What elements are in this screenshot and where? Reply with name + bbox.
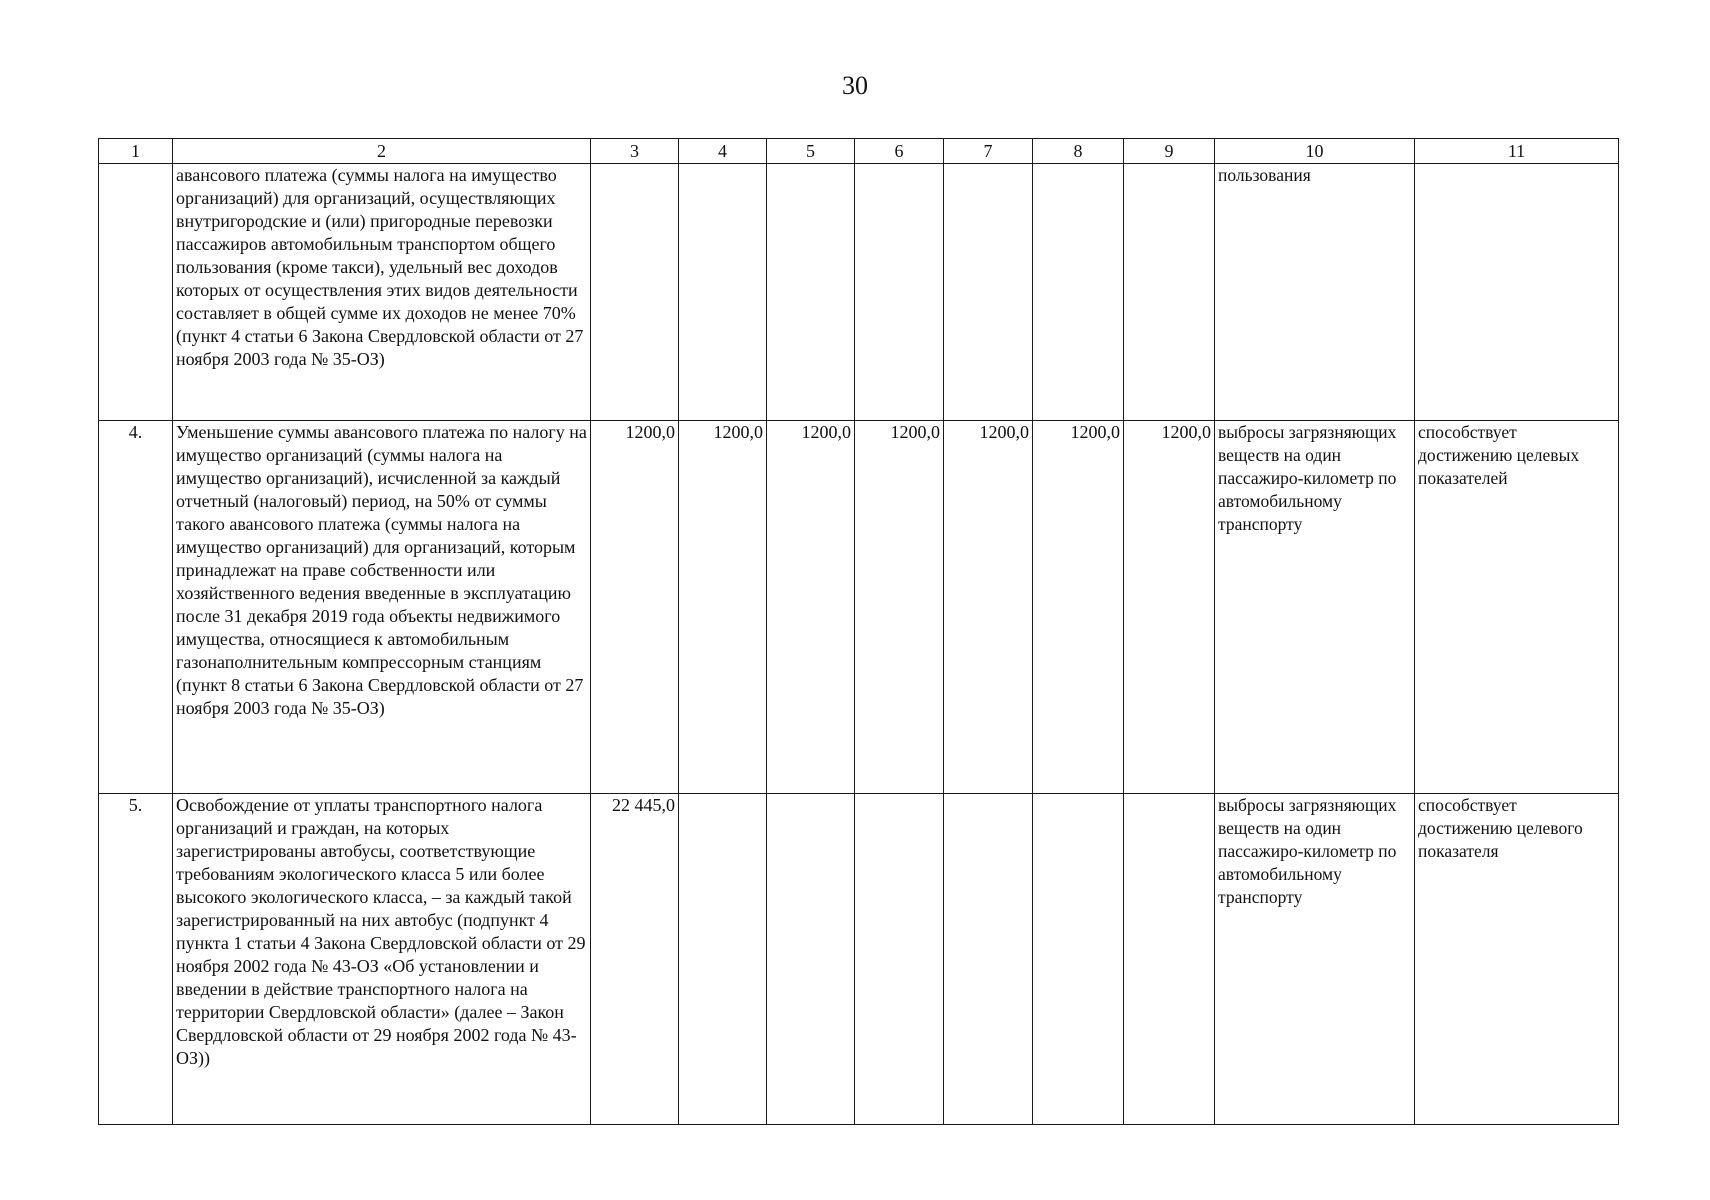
header-row: [99, 139, 1619, 164]
table-row: [99, 164, 1619, 421]
value-col-7: 1200,0: [944, 421, 1033, 794]
column-header-6: 6: [855, 139, 944, 164]
table-row: [99, 421, 1619, 794]
page-number: 30: [842, 71, 868, 100]
value-col-4: [679, 164, 767, 421]
value-col-5: [767, 794, 855, 1125]
effect-text: [1415, 164, 1619, 421]
benefit-description: Уменьшение суммы авансового платежа по налогу на имущество организаций (суммы налога на имущество организаций), исчисленной за каждый отчетный (налоговый) период, на 50% от суммы такого авансового платежа (суммы налога на имущество организаций) для организаций, которым принадлежат на праве собственности или хозяйственного ведения введенные в эксплуатацию после 31 декабря 2019 года объекты недвижимого имущества, относящиеся к автомобильным газонаполнительным компрессорным станциям (пункт 8 статьи 6 Закона Свердловской области от 27 ноября 2003 года № 35-ОЗ): [173, 421, 591, 794]
indicator-text: выбросы загрязняющих веществ на один пассажиро-километр по автомобильному транспорту: [1215, 421, 1415, 794]
indicator-text: выбросы загрязняющих веществ на один пассажиро-километр по автомобильному транспорту: [1215, 794, 1415, 1125]
value-col-3: 1200,0: [591, 421, 679, 794]
value-col-6: [855, 794, 944, 1125]
column-header-1: 1: [99, 139, 173, 164]
row-number: [99, 164, 173, 421]
benefits-table: [98, 138, 1619, 1125]
value-col-7: [944, 794, 1033, 1125]
column-header-8: 8: [1033, 139, 1124, 164]
value-col-6: [855, 164, 944, 421]
column-header-5: 5: [767, 139, 855, 164]
value-col-4: [679, 794, 767, 1125]
benefit-description: Освобождение от уплаты транспортного налога организаций и граждан, на которых зарегистрированы автобусы, соответствующие требованиям экологического класса 5 или более высокого экологического класса, – за каждый такой зарегистрированный на них автобус (подпункт 4 пункта 1 статьи 4 Закона Свердловской области от 29 ноября 2002 года № 43-ОЗ «Об установлении и введении в действие транспортного налога на территории Свердловской области» (далее – Закон Свердловской области от 29 ноября 2002 года № 43-ОЗ)): [173, 794, 591, 1125]
column-header-2: 2: [173, 139, 591, 164]
value-col-7: [944, 164, 1033, 421]
column-header-9: 9: [1124, 139, 1215, 164]
row-number: 4.: [99, 421, 173, 794]
value-col-4: 1200,0: [679, 421, 767, 794]
effect-text: способствует достижению целевых показателей: [1415, 421, 1619, 794]
value-col-3: [591, 164, 679, 421]
value-col-5: [767, 164, 855, 421]
column-header-3: 3: [591, 139, 679, 164]
table-row: [99, 794, 1619, 1125]
value-col-6: 1200,0: [855, 421, 944, 794]
row-number: 5.: [99, 794, 173, 1125]
benefit-description: авансового платежа (суммы налога на имущество организаций) для организаций, осуществляющих внутригородские и (или) пригородные перевозки пассажиров автомобильным транспортом общего пользования (кроме такси), удельный вес доходов которых от осуществления этих видов деятельности составляет в общей сумме их доходов не менее 70% (пункт 4 статьи 6 Закона Свердловской области от 27 ноября 2003 года № 35-ОЗ): [173, 164, 591, 421]
value-col-8: [1033, 794, 1124, 1125]
value-col-9: 1200,0: [1124, 421, 1215, 794]
value-col-9: [1124, 794, 1215, 1125]
value-col-3: 22 445,0: [591, 794, 679, 1125]
value-col-8: [1033, 164, 1124, 421]
indicator-text: пользования: [1215, 164, 1415, 421]
column-header-10: 10: [1215, 139, 1415, 164]
effect-text: способствует достижению целевого показателя: [1415, 794, 1619, 1125]
column-header-4: 4: [679, 139, 767, 164]
value-col-9: [1124, 164, 1215, 421]
column-header-7: 7: [944, 139, 1033, 164]
value-col-8: 1200,0: [1033, 421, 1124, 794]
value-col-5: 1200,0: [767, 421, 855, 794]
column-header-11: 11: [1415, 139, 1619, 164]
